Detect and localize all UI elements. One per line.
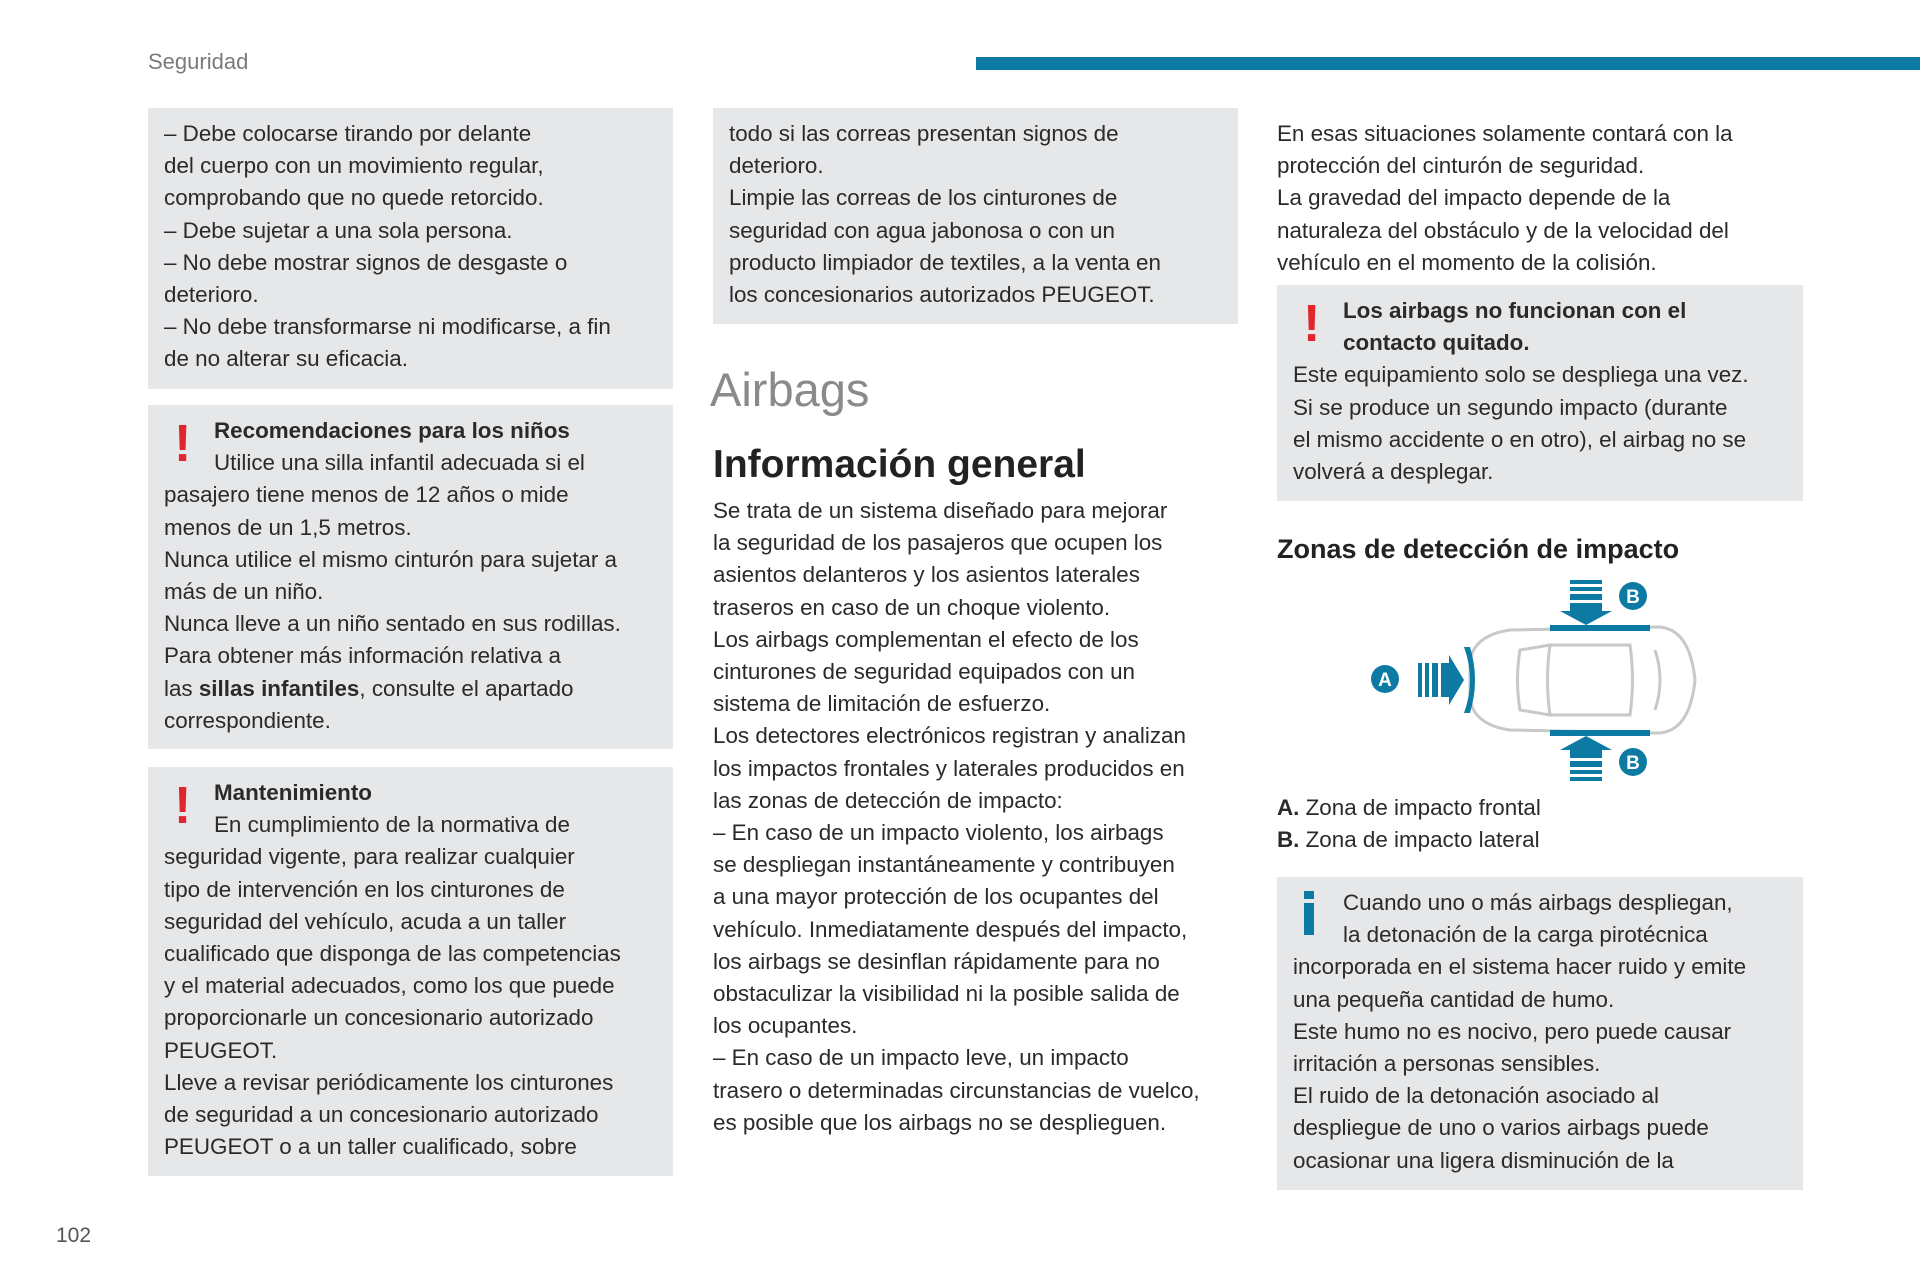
- text-line: asientos delanteros y los asientos laterales: [713, 562, 1140, 588]
- maintenance-warning-box: [148, 767, 673, 1176]
- text-line: despliegue de uno o varios airbags puede: [1293, 1115, 1709, 1141]
- text-block: [1293, 951, 1787, 1176]
- text-line: – No debe transformarse ni modificarse, a fin: [164, 314, 611, 340]
- child-seats-link-text: sillas infantiles: [198, 675, 360, 701]
- text-line: traseros en caso de un choque violento.: [713, 594, 1111, 620]
- warning-exclamation-icon: !: [1303, 295, 1321, 353]
- text-line: En cumplimiento de la normativa de: [214, 812, 570, 838]
- text-line: una pequeña cantidad de humo.: [1293, 986, 1615, 1012]
- text-line: Utilice una silla infantil adecuada si el: [214, 450, 585, 476]
- general-info-text: [713, 495, 1200, 1139]
- text-block: [164, 841, 657, 1163]
- legend-text: Zona de impacto lateral: [1299, 827, 1540, 853]
- warning-title: contacto quitado.: [1343, 330, 1530, 356]
- text-line: [164, 673, 657, 705]
- text-line: Nunca utilice el mismo cinturón para sujetar a: [164, 546, 617, 572]
- text-line: Este humo no es nocivo, pero puede causar: [1293, 1018, 1732, 1044]
- text-block: [713, 495, 1200, 1139]
- text-line: irritación a personas sensibles.: [1293, 1051, 1601, 1077]
- text-line: todo si las correas presentan signos de: [729, 121, 1119, 146]
- warning-exclamation-icon: !: [174, 777, 192, 835]
- text-line: y el material adecuados, como los que puede: [164, 973, 615, 999]
- header-accent-bar: [976, 57, 1920, 70]
- text-line: los impactos frontales y laterales producidos en: [713, 755, 1185, 781]
- text-line: los ocupantes.: [713, 1013, 858, 1039]
- text-line: El ruido de la detonación asociado al: [1293, 1083, 1659, 1109]
- text-line: vehículo. Inmediatamente después del impacto,: [713, 916, 1188, 942]
- text-line: Limpie las correas de los cinturones de: [729, 185, 1118, 211]
- section-title-airbags: Airbags: [710, 363, 870, 416]
- text-line: tipo de intervención en los cinturones de: [164, 876, 565, 902]
- legend-key: B.: [1277, 827, 1300, 853]
- text: , consulte el apartado: [359, 675, 574, 701]
- zone-a-label: A: [1378, 670, 1392, 691]
- text-line: PEUGEOT.: [164, 1037, 278, 1063]
- text-line: de seguridad a un concesionario autorizado: [164, 1102, 599, 1128]
- car-outline: [1470, 627, 1695, 733]
- airbag-info-box: [1277, 877, 1803, 1190]
- text-line: PEUGEOT o a un taller cualificado, sobre: [164, 1134, 577, 1160]
- text-line: pasajero tiene menos de 12 años o mide: [164, 482, 569, 508]
- frontal-impact-arrow: [1418, 647, 1475, 713]
- warning-exclamation-icon: !: [174, 415, 192, 473]
- legend-item-b: [1277, 824, 1541, 856]
- legend-item-a: [1277, 792, 1541, 824]
- info-icon: [1301, 891, 1317, 935]
- text-block: [729, 118, 1222, 311]
- text-line: – Debe colocarse tirando por delante: [164, 121, 532, 146]
- children-warning-title: Recomendaciones para los niños: [214, 418, 570, 443]
- page-number: 102: [56, 1224, 92, 1247]
- text-line: los airbags se desinflan rápidamente para no: [713, 948, 1160, 974]
- text-line: menos de un 1,5 metros.: [164, 514, 412, 540]
- impact-zones-diagram: [1360, 575, 1700, 785]
- text-line: del cuerpo con un movimiento regular,: [164, 153, 544, 179]
- text-line: En esas situaciones solamente contará con la: [1277, 121, 1733, 146]
- text-line: naturaleza del obstáculo y de la velocidad del: [1277, 217, 1729, 243]
- text-line: a una mayor protección de los ocupantes del: [713, 884, 1159, 910]
- text-line: Los detectores electrónicos registran y analizan: [713, 723, 1186, 749]
- text-line: proporcionarle un concesionario autorizado: [164, 1005, 594, 1031]
- zone-b-label: B: [1626, 753, 1640, 774]
- text: las: [164, 675, 199, 701]
- zone-b-label: B: [1626, 587, 1640, 608]
- text-line: cinturones de seguridad equipados con un: [713, 659, 1136, 685]
- subtitle-general-info: Información general: [713, 443, 1086, 486]
- text-line: vehículo en el momento de la colisión.: [1277, 249, 1657, 275]
- section-header: Seguridad: [148, 49, 249, 74]
- text-line: – Debe sujetar a una sola persona.: [164, 217, 513, 243]
- legend-text: Zona de impacto frontal: [1299, 795, 1541, 820]
- text-line: la seguridad de los pasajeros que ocupen los: [713, 530, 1163, 556]
- text-line: de no alterar su eficacia.: [164, 346, 408, 372]
- text-line: más de un niño.: [164, 579, 324, 605]
- airbag-warning-box: [1277, 285, 1803, 501]
- text-line: seguridad del vehículo, acuda a un taller: [164, 908, 567, 934]
- text-block: [164, 479, 657, 672]
- diagram-legend: [1277, 792, 1541, 856]
- text-line: trasero o determinadas circunstancias de vuelco,: [713, 1077, 1200, 1103]
- situations-text: [1277, 118, 1733, 279]
- text-line: – En caso de un impacto violento, los airbags: [713, 820, 1164, 846]
- legend-key: A.: [1277, 795, 1300, 820]
- text-line: correspondiente.: [164, 707, 331, 733]
- text-line: La gravedad del impacto depende de la: [1277, 185, 1671, 211]
- text-line: seguridad vigente, para realizar cualquier: [164, 844, 575, 870]
- text-line: Se trata de un sistema diseñado para mejorar: [713, 498, 1168, 523]
- impact-zones-title: Zonas de detección de impacto: [1277, 534, 1680, 564]
- text-line: producto limpiador de textiles, a la venta en: [729, 249, 1161, 275]
- text-line: la detonación de la carga pirotécnica: [1343, 922, 1708, 948]
- warning-title: Los airbags no funcionan con el: [1343, 298, 1687, 323]
- text-line: las zonas de detección de impacto:: [713, 787, 1063, 813]
- text-line: – No debe mostrar signos de desgaste o: [164, 249, 568, 275]
- text-line: el mismo accidente o en otro), el airbag no se: [1293, 426, 1747, 452]
- text-line: volverá a desplegar.: [1293, 459, 1494, 485]
- text-line: seguridad con agua jabonosa o con un: [729, 217, 1115, 243]
- text-line: Los airbags complementan el efecto de los: [713, 626, 1139, 652]
- belt-instructions-text: [164, 118, 657, 376]
- text-line: ocasionar una ligera disminución de la: [1293, 1147, 1674, 1173]
- text-line: comprobando que no quede retorcido.: [164, 185, 544, 211]
- text-line: deterioro.: [729, 153, 824, 179]
- text-line: los concesionarios autorizados PEUGEOT.: [729, 282, 1155, 308]
- belt-instructions-box: [148, 108, 673, 389]
- text-line: incorporada en el sistema hacer ruido y emite: [1293, 954, 1747, 980]
- text-block: [1293, 359, 1787, 488]
- children-warning-box: [148, 405, 673, 749]
- text-line: Cuando uno o más airbags despliegan,: [1343, 890, 1733, 915]
- text-line: es posible que los airbags no se desplieguen.: [713, 1109, 1167, 1135]
- text-line: cualificado que disponga de las competencias: [164, 941, 621, 967]
- text-line: sistema de limitación de esfuerzo.: [713, 691, 1051, 717]
- maintenance-title: Mantenimiento: [214, 780, 372, 805]
- text-line: deterioro.: [164, 282, 259, 308]
- belt-cleaning-box: [713, 108, 1238, 324]
- text-line: obstaculizar la visibilidad ni la posible salida de: [713, 981, 1180, 1007]
- text-line: Nunca lleve a un niño sentado en sus rodillas.: [164, 611, 621, 637]
- text-line: protección del cinturón de seguridad.: [1277, 153, 1645, 179]
- text-line: – En caso de un impacto leve, un impacto: [713, 1045, 1129, 1071]
- text-line: Lleve a revisar periódicamente los cinturones: [164, 1069, 614, 1095]
- text-line: Este equipamiento solo se despliega una vez.: [1293, 362, 1749, 388]
- text-line: Si se produce un segundo impacto (durante: [1293, 394, 1728, 420]
- text-line: se despliegan instantáneamente y contribuyen: [713, 852, 1175, 878]
- text-block: [1277, 118, 1733, 279]
- text-line: Para obtener más información relativa a: [164, 643, 562, 669]
